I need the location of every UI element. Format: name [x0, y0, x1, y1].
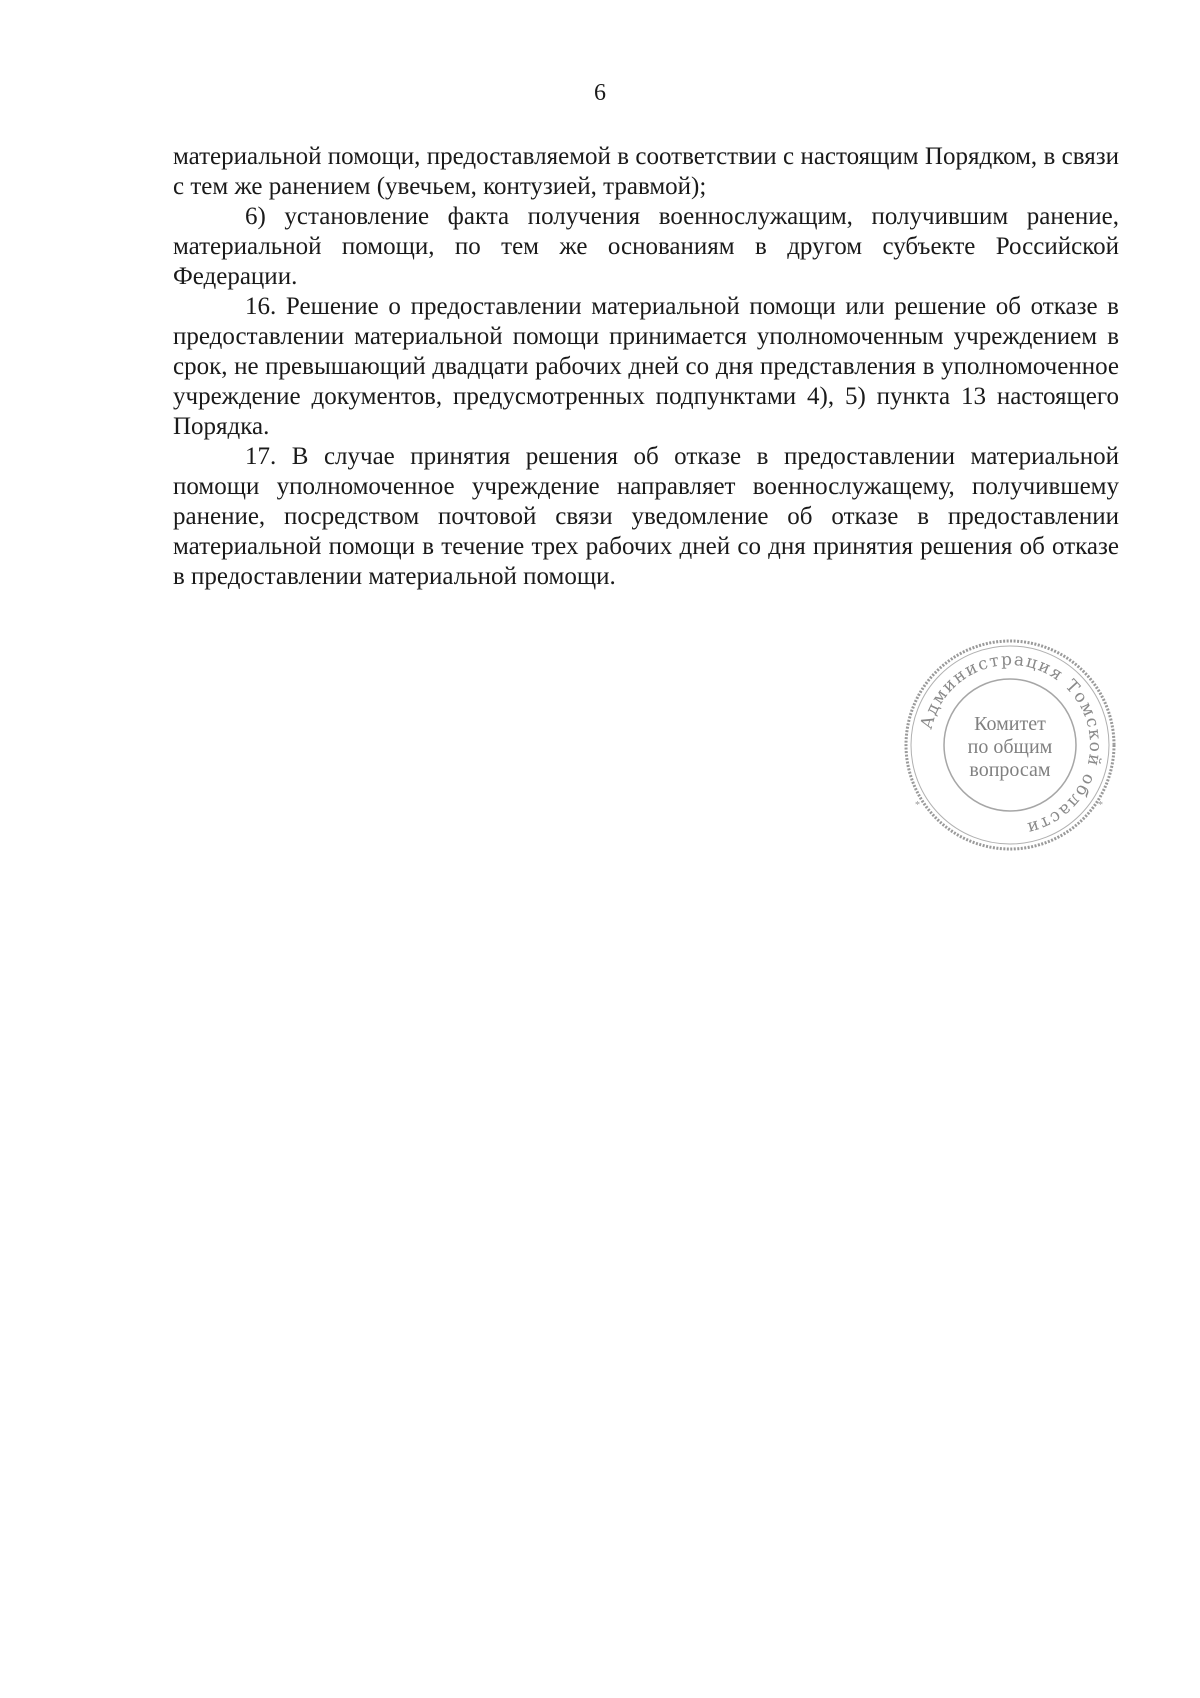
stamp-line-3: вопросам	[969, 759, 1051, 781]
paragraph-clause-17: 17. В случае принятия решения об отказе в предоставлении материальной помощи уполномоченное учреждение направляет военнослужащему, получившему ранение, посредством почтовой связи уведомление об отказе в предоставлении материальной помощи в течение трех рабочих дней со дня принятия решения об отказе в предоставлении материальной помощи.	[173, 443, 1119, 590]
paragraph-continuation: материальной помощи, предоставляемой в соответствии с настоящим Порядком, в связи с тем же ранением (увечьем, контузией, травмой);	[173, 143, 1119, 200]
stamp-star-left-icon: *	[915, 800, 920, 811]
page-number: 6	[594, 80, 606, 106]
paragraph-clause-16: 16. Решение о предоставлении материальной помощи или решение об отказе в предоставлении материальной помощи принимается уполномоченным учреждением в срок, не превышающий двадцати рабочих дней со дня представления в уполномоченное учреждение документов, предусмотренных подпунктами 4), 5) пункта 13 настоящего Порядка.	[173, 293, 1119, 440]
stamp-line-1: Комитет	[974, 713, 1046, 735]
document-body	[173, 142, 1119, 592]
paragraph-item-6: 6) установление факта получения военнослужащим, получившим ранение, материальной помощи, по тем же основаниям в другом субъекте Российской Федерации.	[173, 203, 1119, 290]
official-stamp	[895, 630, 1125, 860]
stamp-star-right-icon: *	[1098, 800, 1103, 811]
stamp-line-2: по общим	[967, 736, 1053, 758]
stamp-ring-text: Администрация Томской области	[916, 649, 1106, 839]
